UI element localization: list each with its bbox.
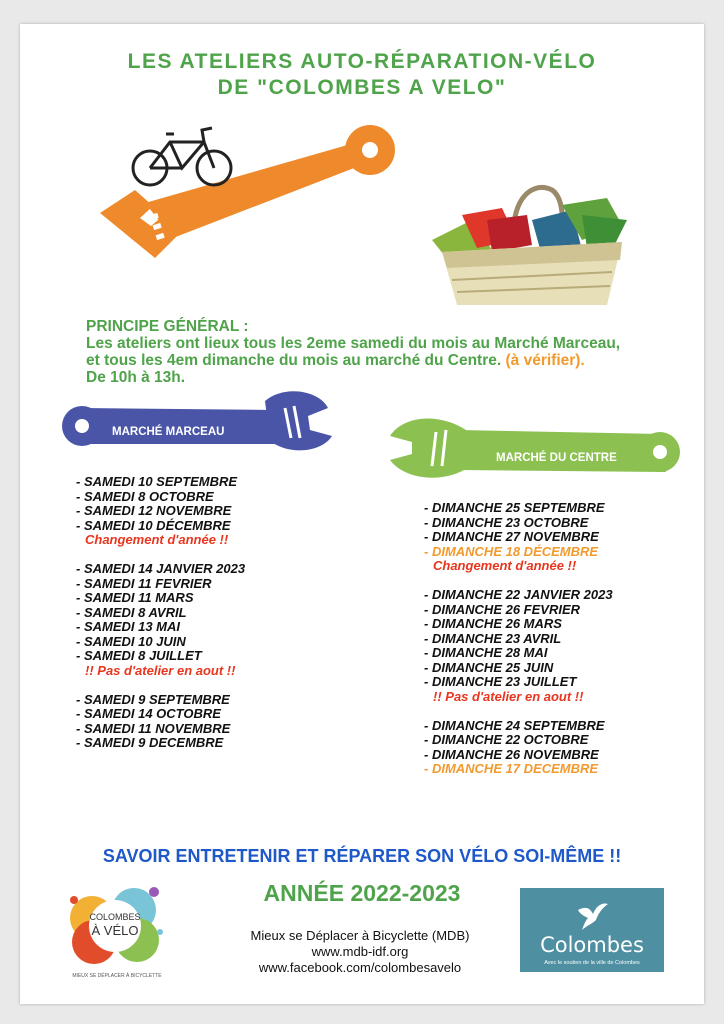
centre-dates-list xyxy=(424,501,613,777)
principle-hours: De 10h à 13h. xyxy=(86,369,186,386)
list-item: - DIMANCHE 23 AVRIL xyxy=(424,630,562,646)
logo-cav-line2: À VÉLO xyxy=(91,923,139,938)
year-change-note: Changement d'année !! xyxy=(85,532,229,547)
principle-line1: Les ateliers ont lieux tous les 2eme samedi du mois au Marché Marceau, xyxy=(86,335,621,352)
list-item: - SAMEDI 13 MAI xyxy=(76,619,181,634)
logo-cav-line1: COLOMBES xyxy=(89,912,141,922)
blue-wrench-icon xyxy=(60,386,350,456)
principle-line2-text: et tous les 4em dimanche du mois au marché du Centre. xyxy=(86,352,502,369)
list-item: - DIMANCHE 27 NOVEMBRE xyxy=(424,529,599,544)
list-item: - DIMANCHE 26 FEVRIER xyxy=(424,601,581,617)
list-item: - SAMEDI 8 JUILLET xyxy=(76,648,202,663)
list-item: - DIMANCHE 26 NOVEMBRE xyxy=(424,746,599,762)
list-item: - DIMANCHE 22 OCTOBRE xyxy=(424,732,589,747)
contact-org: Mieux se Déplacer à Bicyclette (MDB) xyxy=(250,928,470,943)
contact-block xyxy=(200,928,520,976)
list-item: - SAMEDI 8 OCTOBRE xyxy=(76,488,214,504)
principle-block xyxy=(86,318,620,386)
poster-title-line1: LES ATELIERS AUTO-RÉPARATION-VÉLO xyxy=(127,50,597,73)
contact-website-link[interactable]: www.mdb-idf.org xyxy=(311,944,409,959)
year-change-note: Changement d'année !! xyxy=(433,558,577,573)
vegetable-basket-icon xyxy=(432,180,632,308)
no-august-note: !! Pas d'atelier en aout !! xyxy=(85,662,236,678)
no-august-note: !! Pas d'atelier en aout !! xyxy=(433,688,584,704)
list-item: - SAMEDI 9 DECEMBRE xyxy=(76,735,224,750)
colombes-logo-tagline: Avec le soutien de la ville de Colombes xyxy=(544,960,640,966)
principle-verify-note: (à vérifier). xyxy=(505,352,585,369)
list-item: - SAMEDI 10 DÉCEMBRE xyxy=(76,517,231,533)
list-item-highlight: - DIMANCHE 17 DECEMBRE xyxy=(424,761,599,776)
principle-line2 xyxy=(86,352,620,369)
list-item: - DIMANCHE 25 SEPTEMBRE xyxy=(424,500,605,515)
list-item: - DIMANCHE 23 OCTOBRE xyxy=(424,514,589,530)
green-wrench-icon xyxy=(388,414,688,484)
list-item: - SAMEDI 11 NOVEMBRE xyxy=(76,720,231,736)
list-item: - SAMEDI 14 JANVIER 2023 xyxy=(76,561,246,576)
contact-facebook-link[interactable]: www.facebook.com/colombesavelo xyxy=(258,960,462,975)
list-item: - DIMANCHE 22 JANVIER 2023 xyxy=(424,587,613,602)
slogan: SAVOIR ENTRETENIR ET RÉPARER SON VÉLO SOI-MÊME !! xyxy=(102,846,622,866)
list-item: - SAMEDI 11 FEVRIER xyxy=(76,575,212,591)
colombes-bird-icon xyxy=(576,900,610,932)
colombes-logo-name: Colombes xyxy=(540,933,644,957)
colombes-a-velo-logo xyxy=(62,880,172,980)
list-item: - SAMEDI 11 MARS xyxy=(76,590,194,605)
season-year: ANNÉE 2022-2023 xyxy=(263,880,461,906)
list-item: - SAMEDI 9 SEPTEMBRE xyxy=(76,691,230,707)
marceau-label: MARCHÉ MARCEAU xyxy=(112,426,225,438)
list-item: - DIMANCHE 23 JUILLET xyxy=(424,674,577,689)
list-item: - SAMEDI 10 JUIN xyxy=(76,633,186,649)
principle-heading: PRINCIPE GÉNÉRAL : xyxy=(86,318,249,335)
list-item: - SAMEDI 14 OCTOBRE xyxy=(76,706,221,721)
list-item: - DIMANCHE 28 MAI xyxy=(424,645,548,660)
list-item: - SAMEDI 10 SEPTEMBRE xyxy=(76,474,238,489)
list-item-highlight: - DIMANCHE 18 DÉCEMBRE xyxy=(424,543,599,559)
list-item: - SAMEDI 12 NOVEMBRE xyxy=(76,503,232,518)
poster-title-line2: DE "COLOMBES A VELO" xyxy=(217,76,507,99)
bicycle-icon xyxy=(130,122,235,190)
list-item: - DIMANCHE 24 SEPTEMBRE xyxy=(424,717,605,733)
colombes-city-logo xyxy=(520,888,664,972)
marceau-dates-list xyxy=(76,475,245,751)
logo-cav-tagline: MIEUX SE DÉPLACER À BICYCLETTE xyxy=(72,973,162,979)
list-item: - DIMANCHE 25 JUIN xyxy=(424,659,554,675)
centre-label: MARCHÉ DU CENTRE xyxy=(496,452,617,464)
list-item: - SAMEDI 8 AVRIL xyxy=(76,604,187,620)
list-item: - DIMANCHE 26 MARS xyxy=(424,616,562,631)
